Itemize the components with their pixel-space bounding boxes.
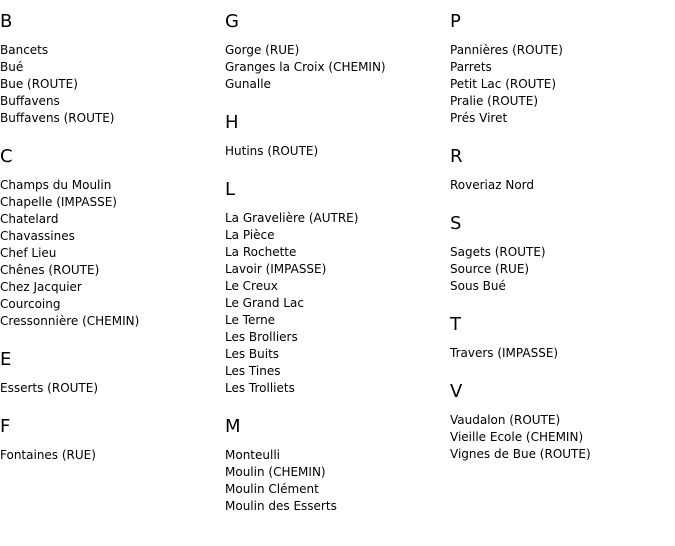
street-link[interactable]: Buffavens [0,94,60,108]
index-column-1 [0,12,220,484]
street-list [0,42,220,127]
street-link[interactable]: Buffavens (ROUTE) [0,111,115,125]
street-link[interactable]: Champs du Moulin [0,178,112,192]
letter-heading: B [0,11,13,32]
letter-heading: R [450,146,463,167]
street-link[interactable]: Esserts (ROUTE) [0,381,99,395]
street-list [225,42,445,93]
letter-group [225,12,445,93]
street-link[interactable]: Les Trolliets [225,381,295,395]
letter-group [450,315,670,362]
street-link[interactable]: Sous Bué [450,279,506,293]
street-link[interactable]: Moulin (CHEMIN) [225,465,326,479]
street-link[interactable]: Moulin des Esserts [225,499,337,513]
street-list [450,244,670,295]
letter-heading: T [450,314,461,335]
street-list [225,447,445,515]
street-link[interactable]: Vieille Ecole (CHEMIN) [450,430,584,444]
street-link[interactable]: Chavassines [0,229,75,243]
street-link[interactable]: Bué [0,60,24,74]
street-link[interactable]: Source (RUE) [450,262,530,276]
letter-group [225,180,445,397]
street-list [450,345,670,362]
street-link[interactable]: Roveriaz Nord [450,178,535,192]
letter-heading: C [0,146,13,167]
street-list [0,380,220,397]
street-link[interactable]: Chef Lieu [0,246,57,260]
street-link[interactable]: Les Brolliers [225,330,298,344]
street-list [450,42,670,127]
street-link[interactable]: Moulin Clément [225,482,319,496]
street-link[interactable]: Chez Jacquier [0,280,82,294]
letter-group [0,417,220,464]
street-link[interactable]: La Rochette [225,245,297,259]
street-link[interactable]: Bue (ROUTE) [0,77,78,91]
letter-group [225,417,445,515]
street-list [450,412,670,463]
letter-group [450,12,670,127]
letter-heading: P [450,11,461,32]
street-link[interactable]: Gorge (RUE) [225,43,300,57]
street-link[interactable]: Parrets [450,60,492,74]
street-link[interactable]: Travers (IMPASSE) [450,346,559,360]
street-link[interactable]: Le Grand Lac [225,296,304,310]
street-link[interactable]: Petit Lac (ROUTE) [450,77,557,91]
street-link[interactable]: Cressonnière (CHEMIN) [0,314,140,328]
street-list [450,177,670,194]
street-link[interactable]: Lavoir (IMPASSE) [225,262,327,276]
street-list [225,210,445,397]
letter-heading: L [225,179,236,200]
street-link[interactable]: La Gravelière (AUTRE) [225,211,359,225]
letter-group [450,214,670,295]
letter-heading: V [450,381,463,402]
street-link[interactable]: Les Buits [225,347,280,361]
letter-heading: F [0,416,11,437]
street-link[interactable]: Gunalle [225,77,271,91]
street-list [0,447,220,464]
letter-group [0,350,220,397]
street-link[interactable]: Vaudalon (ROUTE) [450,413,561,427]
street-link[interactable]: Monteulli [225,448,280,462]
index-column-3 [450,12,670,483]
street-link[interactable]: Chatelard [0,212,59,226]
street-link[interactable]: Prés Viret [450,111,508,125]
letter-heading: M [225,416,241,437]
index-column-2 [225,12,445,535]
letter-group [450,382,670,463]
street-link[interactable]: Les Tines [225,364,281,378]
street-link[interactable]: Courcoing [0,297,61,311]
letter-group [225,113,445,160]
letter-group [0,147,220,330]
street-link[interactable]: Pralie (ROUTE) [450,94,539,108]
street-link[interactable]: Pannières (ROUTE) [450,43,563,57]
street-link[interactable]: Le Creux [225,279,278,293]
street-link[interactable]: Fontaines (RUE) [0,448,96,462]
street-list [225,143,445,160]
street-link[interactable]: Sagets (ROUTE) [450,245,546,259]
letter-group [450,147,670,194]
letter-heading: E [0,349,12,370]
street-link[interactable]: La Pièce [225,228,275,242]
street-link[interactable]: Granges la Croix (CHEMIN) [225,60,386,74]
letter-heading: S [450,213,462,234]
street-link[interactable]: Le Terne [225,313,276,327]
street-list [0,177,220,330]
street-link[interactable]: Bancets [0,43,49,57]
street-link[interactable]: Chapelle (IMPASSE) [0,195,117,209]
letter-group [0,12,220,127]
letter-heading: G [225,11,239,32]
street-link[interactable]: Hutins (ROUTE) [225,144,319,158]
street-link[interactable]: Vignes de Bue (ROUTE) [450,447,591,461]
letter-heading: H [225,112,239,133]
street-link[interactable]: Chênes (ROUTE) [0,263,100,277]
